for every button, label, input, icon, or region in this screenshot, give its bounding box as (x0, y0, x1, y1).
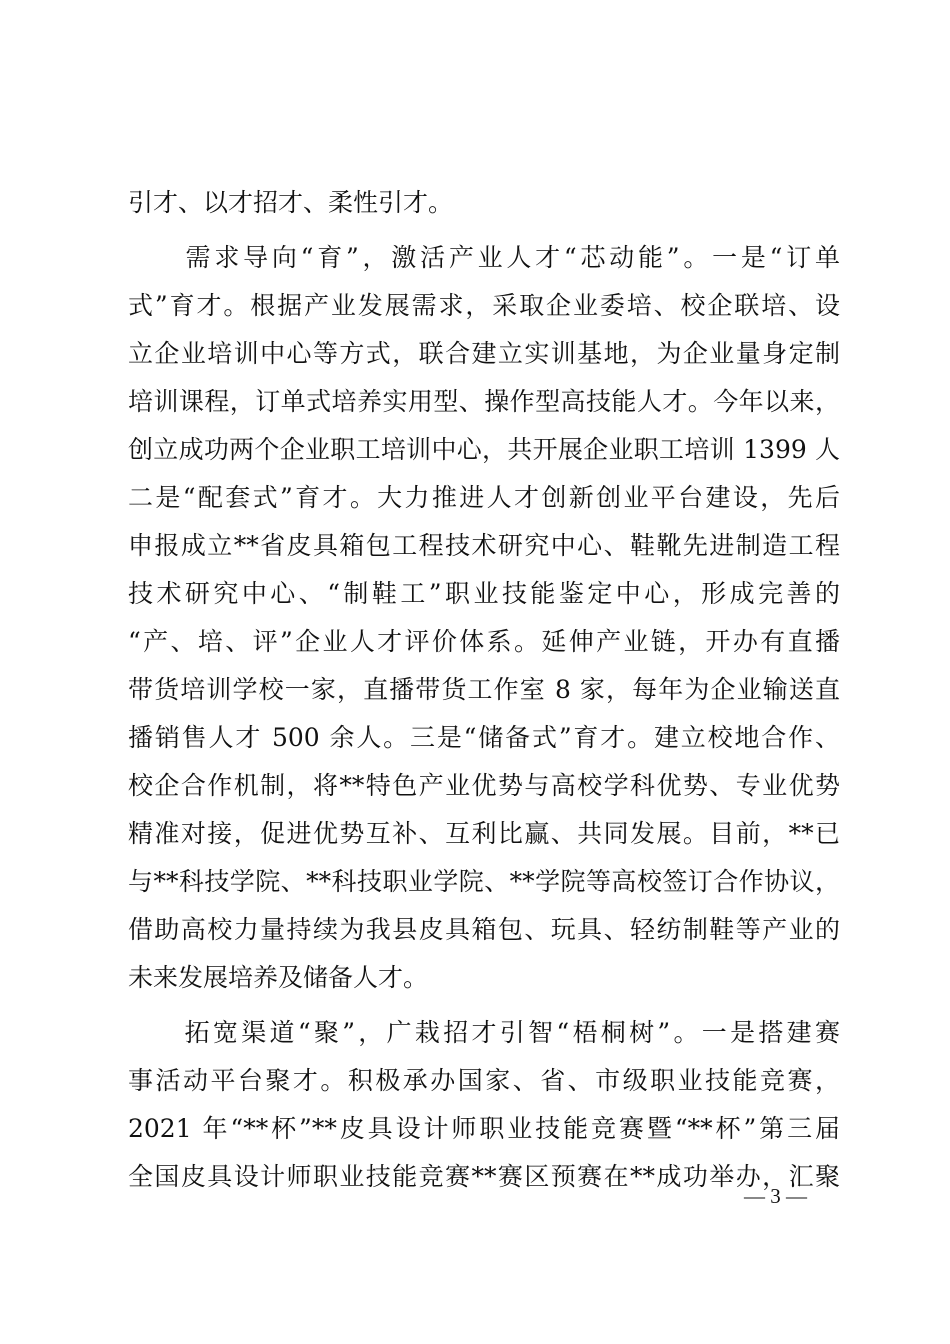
text-line: 未来发展培养及储备人才。 (128, 963, 429, 992)
text-line: 创立成功两个企业职工培训中心，共开展企业职工培训 1399 人 (128, 435, 840, 464)
text-line: 立企业培训中心等方式，联合建立实训基地，为企业量身定制 (128, 339, 840, 368)
text-line: 二是“配套式”育才。大力推进人才创新创业平台建设，先后 (128, 483, 840, 512)
text-line: 精准对接，促进优势互补、互利比赢、共同发展。目前，**已 (128, 819, 840, 848)
text-line: 申报成立**省皮具箱包工程技术研究中心、鞋靴先进制造工程 (128, 531, 840, 560)
text-line: 培训课程，订单式培养实用型、操作型高技能人才。今年以来， (128, 387, 840, 416)
text-line: 引才、以才招才、柔性引才。 (128, 188, 454, 217)
text-line: 拓宽渠道“聚”，广栽招才引智“梧桐树”。一是搭建赛 (128, 1018, 840, 1047)
text-line: “产、培、评”企业人才评价体系。延伸产业链，开办有直播 (128, 627, 840, 656)
paragraph-continuation (128, 179, 840, 227)
text-line: 带货培训学校一家，直播带货工作室 8 家，每年为企业输送直 (128, 675, 840, 704)
text-line: 与**科技学院、**科技职业学院、**学院等高校签订合作协议， (128, 867, 840, 896)
body-text (128, 179, 840, 1201)
text-line: 全国皮具设计师职业技能竞赛**赛区预赛在**成功举办，汇聚 (128, 1162, 840, 1191)
text-line: 需求导向“育”，激活产业人才“芯动能”。一是“订单 (128, 243, 840, 272)
page-number: — 3 — (744, 1184, 807, 1208)
text-line: 播销售人才 500 余人。三是“储备式”育才。建立校地合作、 (128, 723, 840, 752)
text-line: 校企合作机制，将**特色产业优势与高校学科优势、专业优势 (128, 771, 840, 800)
paragraph-demand-oriented (128, 234, 840, 1002)
paragraph-broaden-channels (128, 1009, 840, 1201)
text-line: 式”育才。根据产业发展需求，采取企业委培、校企联培、设 (128, 291, 840, 320)
text-line: 技术研究中心、“制鞋工”职业技能鉴定中心，形成完善的 (128, 579, 840, 608)
text-line: 借助高校力量持续为我县皮具箱包、玩具、轻纺制鞋等产业的 (128, 915, 840, 944)
text-line: 2021 年“**杯”**皮具设计师职业技能竞赛暨“**杯”第三届 (128, 1114, 840, 1143)
text-line: 事活动平台聚才。积极承办国家、省、市级职业技能竞赛， (128, 1066, 840, 1095)
